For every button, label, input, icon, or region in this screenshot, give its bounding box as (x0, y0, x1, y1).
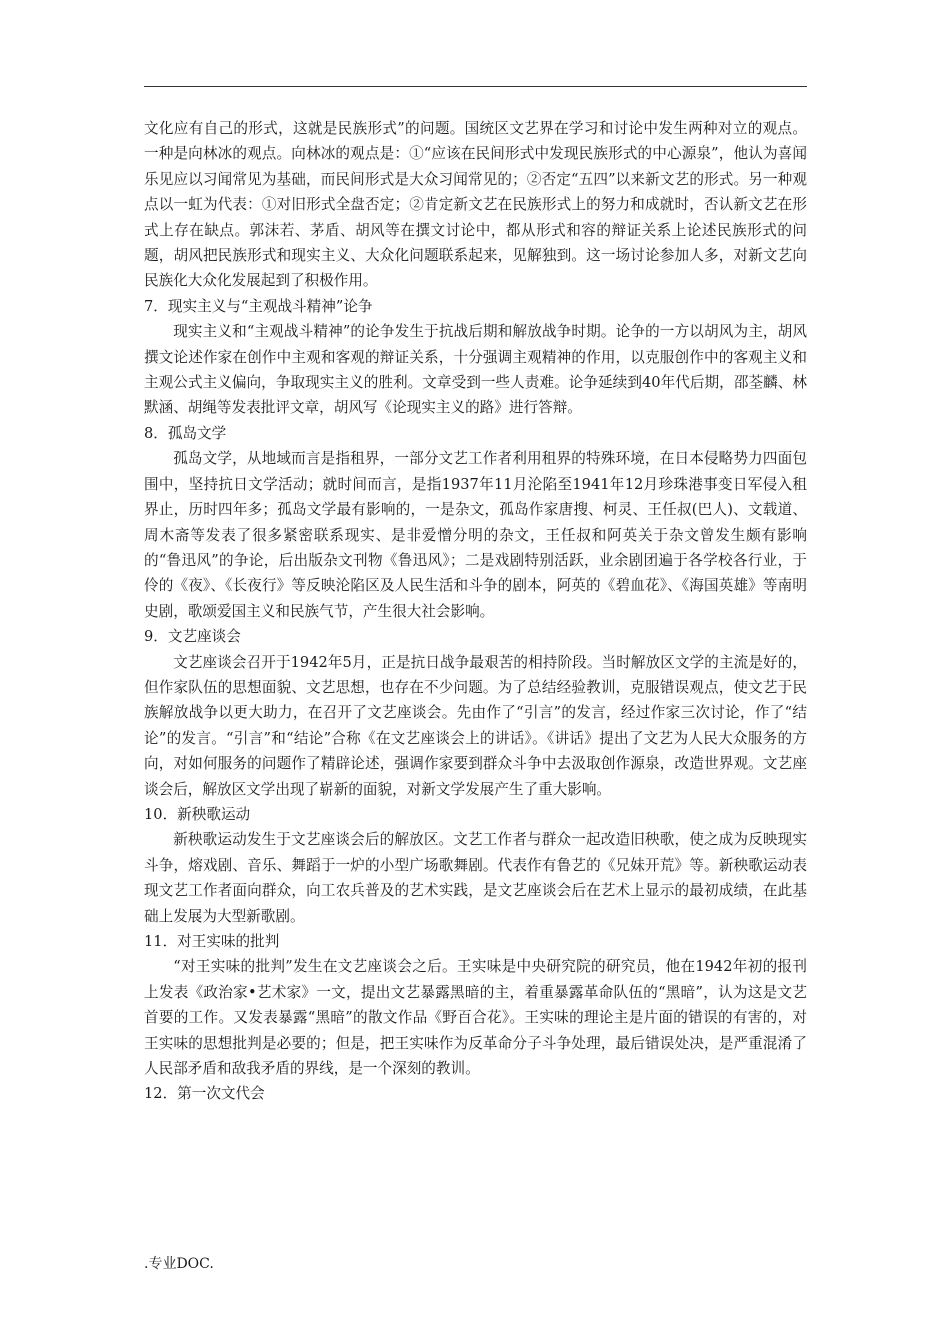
section-body: 现实主义和“主观战斗精神”的论争发生于抗战后期和解放战争时期。论争的一方以胡风为主，胡风撰文论述作家在创作中主观和客观的辩证关系，十分强调主观精神的作用，以克服创作中的客观主义和主观公式主义偏向，争取现实主义的胜利。文章受到一些人责难。论争延续到40年代后期，邵荃麟、林默涵、胡绳等发表批评文章，胡风写《论现实主义的路》进行答辩。 (144, 323, 807, 417)
section-9 (144, 624, 807, 802)
section-body: “对王实味的批判”发生在文艺座谈会之后。王实味是中央研究院的研究员，他在1942年初的报刊上发表《政治家•艺术家》一文，提出文艺暴露黑暗的主，着重暴露革命队伍的“黑暗”，认为这是文艺首要的工作。又发表暴露“黑暗”的散文作品《野百合花》。王实味的理论主是片面的错误的有害的，对王实味的思想批判是必要的；但是，把王实味作为反革命分子斗争处理，最后错误处决，是严重混淆了人民部矛盾和敌我矛盾的界线，是一个深刻的教训。 (144, 958, 807, 1078)
section-11 (144, 929, 807, 1081)
section-heading: 8．孤岛文学 (144, 424, 227, 442)
section-heading: 11．对王实味的批判 (144, 933, 280, 950)
section-heading: 10．新秧歌运动 (144, 805, 251, 823)
section-body: 新秧歌运动发生于文艺座谈会后的解放区。文艺工作者与群众一起改造旧秧歌，使之成为反映现实斗争，熔戏剧、音乐、舞蹈于一炉的小型广场歌舞剧。代表作有鲁艺的《兄妹开荒》等。新秧歌运动表现文艺工作者面向群众，向工农兵普及的艺术实践，是文艺座谈会后在艺术上显示的最初成绩，在此基础上发展为大型新歌剧。 (144, 831, 807, 925)
section-body: 文艺座谈会召开于1942年5月，正是抗日战争最艰苦的相持阶段。当时解放区文学的主流是好的，但作家队伍的思想面貌、文艺思想，也存在不少问题。为了总结经验教训，克服错误观点，使文艺于民族解放战争以更大助力，在召开了文艺座谈会。先由作了“引言”的发言，经过作家三次讨论，作了“结论”的发言。“引言”和“结论”合称《在文艺座谈会上的讲话》。《讲话》提出了文艺为人民大众服务的方向，对如何服务的问题作了精辟论述，强调作家要到群众斗争中去汲取创作源泉，改造世界观。文艺座谈会后，解放区文学出现了崭新的面貌，对新文学发展产生了重大影响。 (144, 653, 807, 798)
section-8 (144, 421, 807, 624)
page-footer: .专业DOC. (144, 1256, 214, 1272)
section-heading: 9．文艺座谈会 (144, 628, 241, 646)
header-rule (144, 86, 807, 87)
section-heading: 7．现实主义与“主观战斗精神”论争 (144, 297, 373, 315)
intro-paragraph: 文化应有自己的形式，这就是民族形式”的问题。国统区文艺界在学习和讨论中发生两种对立的观点。一种是向林冰的观点。向林冰的观点是：①“应该在民间形式中发现民族形式的中心源泉”，他认为喜闻乐见应以习闻常见为基础，而民间形式是大众习闻常见的；②否定“五四”以来新文艺的形式。另一种观点以一虹为代表：①对旧形式全盘否定；②肯定新文艺在民族形式上的努力和成就时，否认新文艺在形式上存在缺点。郭沫若、茅盾、胡风等在撰文讨论中，都从形式和容的辩证关系上论述民族形式的问题，胡风把民族形式和现实主义、大众化问题联系起来，见解独到。这一场讨论参加人多，对新文艺向民族化大众化发展起到了积极作用。 (144, 120, 807, 290)
document-body (144, 116, 807, 1107)
section-12-heading: 12．第一次文代会 (144, 1085, 265, 1103)
section-7 (144, 294, 807, 421)
section-10 (144, 802, 807, 929)
section-body: 孤岛文学，从地域而言是指租界，一部分文艺工作者利用租界的特殊环境，在日本侵略势力四面包围中，坚持抗日文学活动；就时间而言，是指1937年11月沦陷至1941年12月珍珠港事变日军侵入租界止，历时四年多；孤岛文学最有影响的，一是杂文，孤岛作家唐搜、柯灵、王任叔(巴人)、文载道、周木斋等发表了很多紧密联系现实、是非爱憎分明的杂文，王任叔和阿英关于杂文曾发生颇有影响的“鲁迅风”的争论，后出版杂文刊物《鲁迅风》；二是戏剧特别活跃，业余剧团遍于各学校各行业，于伶的《夜》、《长夜行》等反映沦陷区及人民生活和斗争的剧本，阿英的《碧血花》、《海国英雄》等南明史剧，歌颂爱国主义和民族气节，产生很大社会影响。 (144, 450, 807, 620)
